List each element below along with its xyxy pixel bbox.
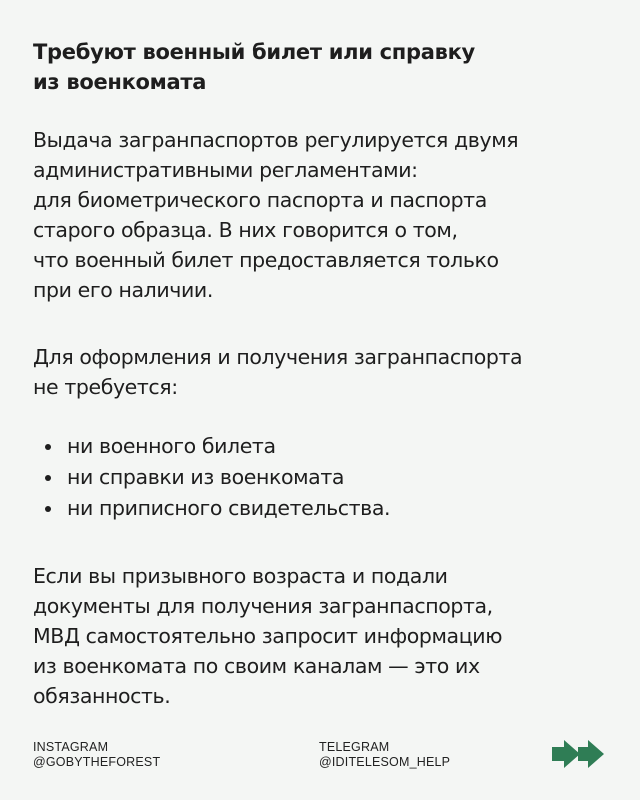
bullet-icon bbox=[45, 475, 51, 481]
text-line: Выдача загранпаспортов регулируется двумя bbox=[33, 128, 519, 152]
list-item bbox=[33, 462, 390, 493]
telegram-handle[interactable]: @IDITELESOM_HELP bbox=[319, 755, 451, 769]
page-title bbox=[33, 37, 593, 97]
list-item bbox=[33, 493, 390, 524]
footer-instagram[interactable] bbox=[33, 740, 160, 770]
footer-telegram[interactable] bbox=[319, 740, 450, 770]
text-line: обязанность. bbox=[33, 684, 171, 708]
list-item-text: ни справки из военкомата bbox=[67, 465, 345, 489]
paragraph-regulations bbox=[33, 125, 623, 305]
text-line: при его наличии. bbox=[33, 278, 213, 302]
text-line: документы для получения загранпаспорта, bbox=[33, 594, 493, 618]
paragraph-conscription-age bbox=[33, 561, 623, 711]
text-line: старого образца. В них говорится о том, bbox=[33, 218, 458, 242]
list-item-text: ни приписного свидетельства. bbox=[67, 496, 391, 520]
text-line: из военкомата по своим каналам — это их bbox=[33, 654, 480, 678]
bullet-icon bbox=[45, 444, 51, 450]
text-line: что военный билет предоставляется только bbox=[33, 248, 499, 272]
instagram-handle[interactable]: @GOBYTHEFOREST bbox=[33, 755, 161, 769]
bullet-icon bbox=[45, 506, 51, 512]
text-line: МВД самостоятельно запросит информацию bbox=[33, 624, 503, 648]
text-line: Для оформления и получения загранпаспорта bbox=[33, 345, 523, 369]
list-item bbox=[33, 431, 390, 462]
text-line: Если вы призывного возраста и подали bbox=[33, 564, 448, 588]
list-item-text: ни военного билета bbox=[67, 434, 276, 458]
text-line: не требуется: bbox=[33, 375, 178, 399]
text-line: административными регламентами: bbox=[33, 158, 418, 182]
bullet-list bbox=[33, 431, 390, 524]
title-line: Требуют военный билет или справку bbox=[33, 40, 475, 64]
title-line: из военкомата bbox=[33, 70, 207, 94]
paragraph-not-required bbox=[33, 342, 623, 402]
double-arrow-right-icon[interactable] bbox=[552, 737, 608, 771]
telegram-label: TELEGRAM bbox=[319, 740, 390, 754]
instagram-label: INSTAGRAM bbox=[33, 740, 109, 754]
text-line: для биометрического паспорта и паспорта bbox=[33, 188, 487, 212]
